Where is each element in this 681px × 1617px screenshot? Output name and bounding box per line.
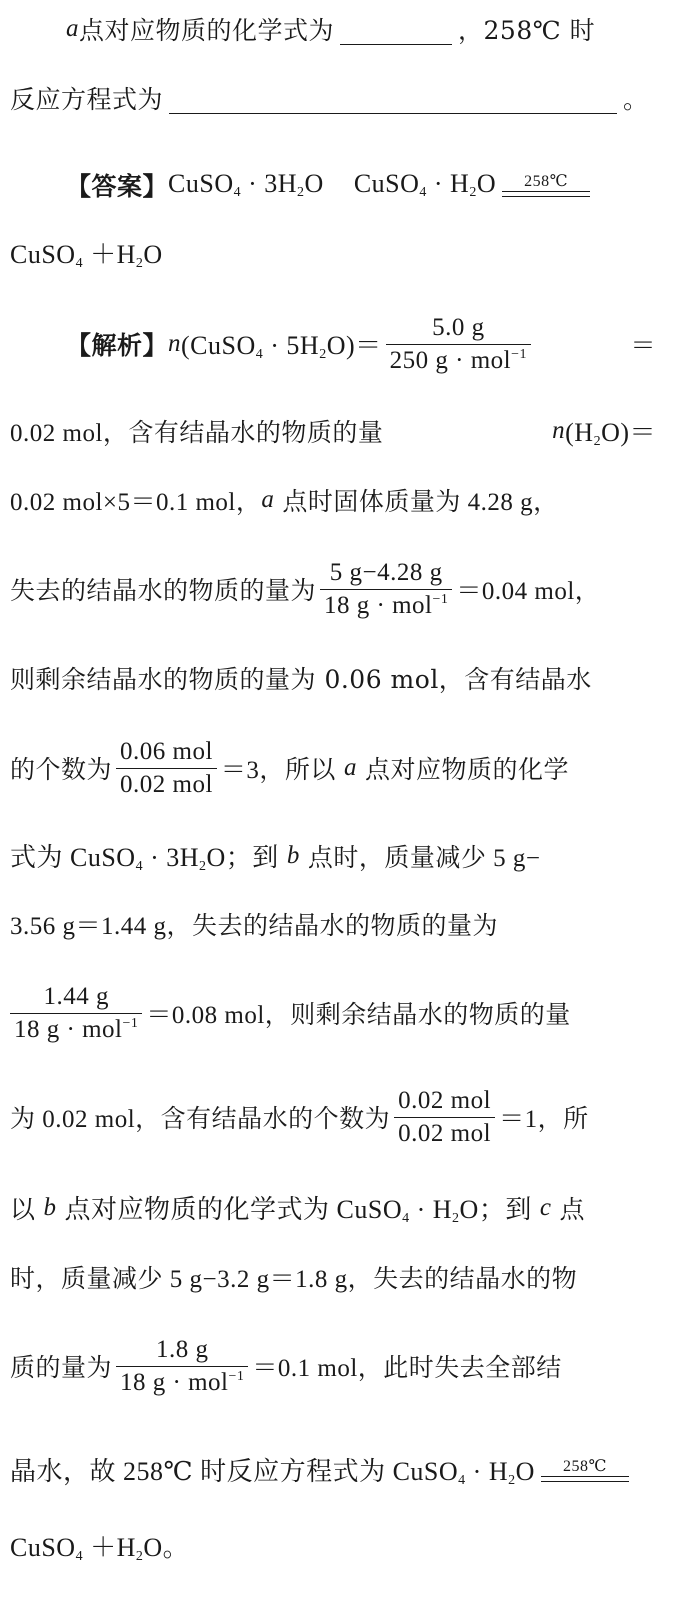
final-equation-reactant: 晶水，故 258℃ 时反应方程式为 CuSO$_4$ · $H_2O$ <box>10 1457 535 1488</box>
var-n: n <box>552 417 566 444</box>
equals-arrow-2 <box>541 1476 629 1482</box>
text-segment: 0.02 mol，含有结晶水的物质的量 <box>10 420 384 447</box>
formula-1: CuSO$_4$ · $3H_2O$ <box>168 169 324 200</box>
analysis-line-14 <box>10 1448 656 1492</box>
reaction-condition-2: 258℃ <box>541 1458 629 1482</box>
formula-pentahydrate: (CuSO$_4$ · $5H_2O)=$ <box>181 331 382 362</box>
formula-trihydrate: 式为 CuSO$_4$ · $3H_2O$；到 <box>10 843 279 874</box>
text-segment: 为 0.02 mol，含有结晶水的个数为 <box>10 1106 391 1133</box>
text-segment: ＝0.1 mol，此时失去全部结 <box>252 1355 562 1382</box>
analysis-line-7 <box>10 834 656 878</box>
text-segment: 时，质量减少 5 g−3.2 g＝1.8 g，失去的结晶水的物 <box>10 1266 578 1293</box>
answer-blank-2[interactable] <box>169 83 617 114</box>
analysis-line-10 <box>10 1087 656 1147</box>
text-segment: 0.02 mol×5＝0.1 mol， <box>10 489 262 516</box>
answer-line <box>66 163 656 207</box>
var-n: n <box>168 330 182 357</box>
text-segment: 点时固体质量为 4.28 g， <box>282 489 559 516</box>
equals-sign: ＝ <box>630 331 656 360</box>
fraction-1: $\frac{5.0 g}{250 g \cdot mol^{-1}}$ <box>386 314 531 374</box>
fraction-5: $\frac{\text{0.02 mol}}{\text{0.02 mol}}$ <box>394 1087 495 1147</box>
analysis-line-8 <box>10 902 656 946</box>
text-segment: 点 <box>559 1195 585 1224</box>
answer-products-line <box>10 231 656 275</box>
text-segment: ＝3，所以 <box>220 757 336 784</box>
analysis-line-13 <box>10 1336 656 1396</box>
text-segment: 失去的结晶水的物质的量为 <box>10 576 317 605</box>
text-segment: 3.56 g＝1.44 g，失去的结晶水的物质的量为 <box>10 913 499 940</box>
text-segment: ＝0.08 mol，则剩余结晶水的物质的量 <box>146 1002 571 1029</box>
fraction-6: $\frac{1.8 g}{18 g \cdot mol^{-1}}$ <box>116 1336 248 1396</box>
var-a: a <box>343 754 357 781</box>
text-segment: 点时，质量减少 5 g− <box>307 845 541 872</box>
var-b: b <box>286 842 300 869</box>
final-equation-products: CuSO$_4$ $+H_2O$。 <box>10 1533 190 1564</box>
analysis-label: 【解析】 <box>66 331 169 360</box>
analysis-line-4 <box>10 559 656 619</box>
products: CuSO$_4$ $+H_2O$ <box>10 240 163 271</box>
formula-2: CuSO$_4$ · $H_2O$ <box>353 169 497 200</box>
question-text: 点对应物质的化学式为 <box>79 16 335 45</box>
analysis-line-6 <box>10 738 656 798</box>
question-text-2: 反应方程式为 <box>10 85 164 114</box>
reaction-condition: 258℃ <box>502 173 590 197</box>
var-c: c <box>539 1194 552 1221</box>
analysis-line-1 <box>66 314 656 374</box>
question-end: 。 <box>623 85 649 114</box>
var-b: b <box>43 1194 57 1221</box>
question-line-1 <box>66 7 656 51</box>
text-segment: ＝0.04 mol， <box>456 578 601 605</box>
analysis-line-11 <box>10 1186 656 1230</box>
text-segment: 以 <box>10 1195 36 1224</box>
analysis-line-5 <box>10 656 656 700</box>
var-a: a <box>66 15 79 42</box>
question-line-2 <box>10 76 656 120</box>
answer-blank-1[interactable] <box>340 14 452 45</box>
formula-water: $(H_2O)=$ <box>565 418 656 449</box>
fraction-4: $\frac{1.44 g}{18 g \cdot mol^{-1}}$ <box>10 983 142 1043</box>
text-segment: 质的量为 <box>10 1353 113 1382</box>
equals-arrow <box>502 191 590 197</box>
analysis-line-15 <box>10 1524 656 1568</box>
analysis-line-12 <box>10 1255 656 1299</box>
analysis-line-3 <box>10 478 656 522</box>
text-segment: ＝1，所 <box>499 1106 589 1133</box>
text-segment: 则剩余结晶水的物质的量为 0.06 mol，含有结晶水 <box>10 665 592 694</box>
fraction-3: $\frac{\text{0.06 mol}}{\text{0.02 mol}}$ <box>116 738 217 798</box>
fraction-2: $\frac{5 g-4.28 g}{18 g \cdot mol^{-1}}$ <box>320 559 452 619</box>
text-segment: 的个数为 <box>10 755 113 784</box>
analysis-line-2 <box>10 409 656 453</box>
analysis-line-9 <box>10 983 656 1043</box>
answer-label: 【答案】 <box>66 172 169 201</box>
question-text-after: ，258℃ 时 <box>458 16 596 45</box>
var-a: a <box>261 486 275 513</box>
text-segment: 点对应物质的化学 <box>364 755 569 784</box>
formula-monohydrate: 点对应物质的化学式为 CuSO$_4$ · $H_2O$；到 <box>64 1195 532 1226</box>
